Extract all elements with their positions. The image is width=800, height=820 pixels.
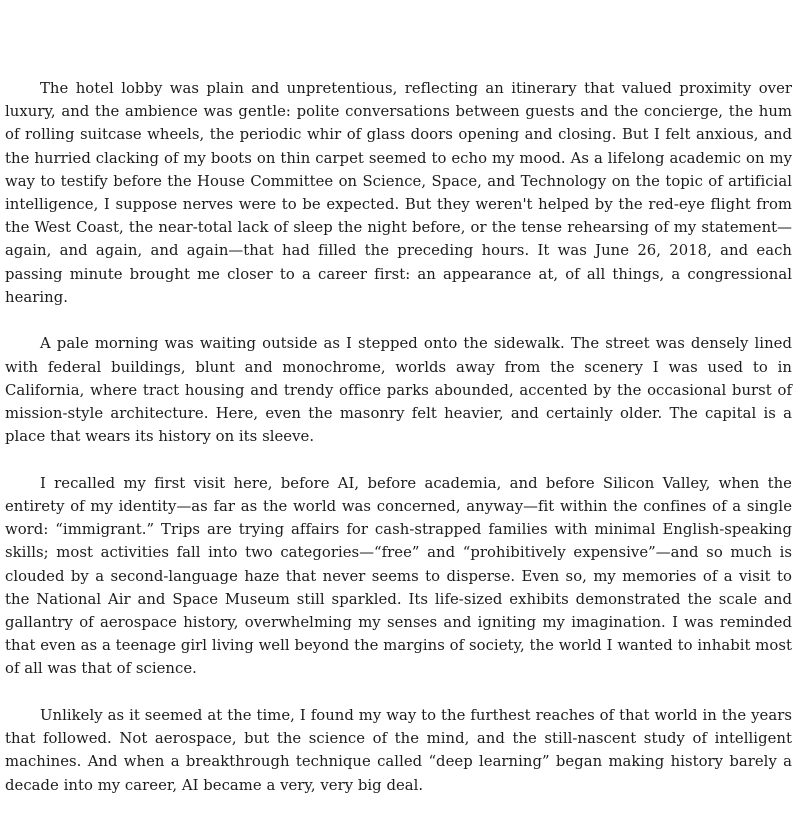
paragraph-deep-learning: Unlikely as it seemed at the time, I found my way to the furthest reaches of that world in the years that followed. Not aerospace, but the science of the mind, and the still-nascent study of intelligent machines. And when a breakthrough technique called “deep learning” began making history barely a decade into my career, AI became a very, very big deal. — [5, 707, 792, 794]
document-page — [5, 77, 792, 820]
paragraph-hotel-lobby: The hotel lobby was plain and unpretentious, reflecting an itinerary that valued proximity over luxury, and the ambience was gentle: polite conversations between guests and the concierge, the hum of rolling suitcase wheels, the periodic whir of glass doors opening and closing. But I felt anxious, and the hurried clacking of my boots on thin carpet seemed to echo my mood. As a lifelong academic on my way to testify before the House Committee on Science, Space, and Technology on the topic of artificial intelligence, I suppose nerves were to be expected. But they weren't helped by the red-eye flight from the West Coast, the near-total lack of sleep the night before, or the tense rehearsing of my statement—again, and again, and again—that had filled the preceding hours. It was June 26, 2018, and each passing minute brought me closer to a career first: an appearance at, of all things, a congressional hearing. — [5, 80, 792, 306]
paragraph-first-visit: I recalled my first visit here, before AI, before academia, and before Silicon Valley, when the entirety of my identity—as far as the world was concerned, anyway—fit within the confines of a single word: “immigrant.” Trips are trying affairs for cash-strapped families with minimal English-speaking skills; most activities fall into two categories—“free” and “prohibitively expensive”—and so much is clouded by a second-language haze that never seems to disperse. Even so, my memories of a visit to the National Air and Space Museum still sparkled. Its life-sized exhibits demonstrated the scale and gallantry of aerospace history, overwhelming my senses and igniting my imagination. I was reminded that even as a teenage girl living well beyond the margins of society, the world I wanted to inhabit most of all was that of science. — [5, 474, 792, 678]
paragraph-pale-morning: A pale morning was waiting outside as I stepped onto the sidewalk. The street was densely lined with federal buildings, blunt and monochrome, worlds away from the scenery I was used to in California, where tract housing and trendy office parks abounded, accented by the occasional burst of mission-style architecture. Here, even the masonry felt heavier, and certainly older. The capital is a place that wears its history on its sleeve. — [5, 335, 792, 446]
